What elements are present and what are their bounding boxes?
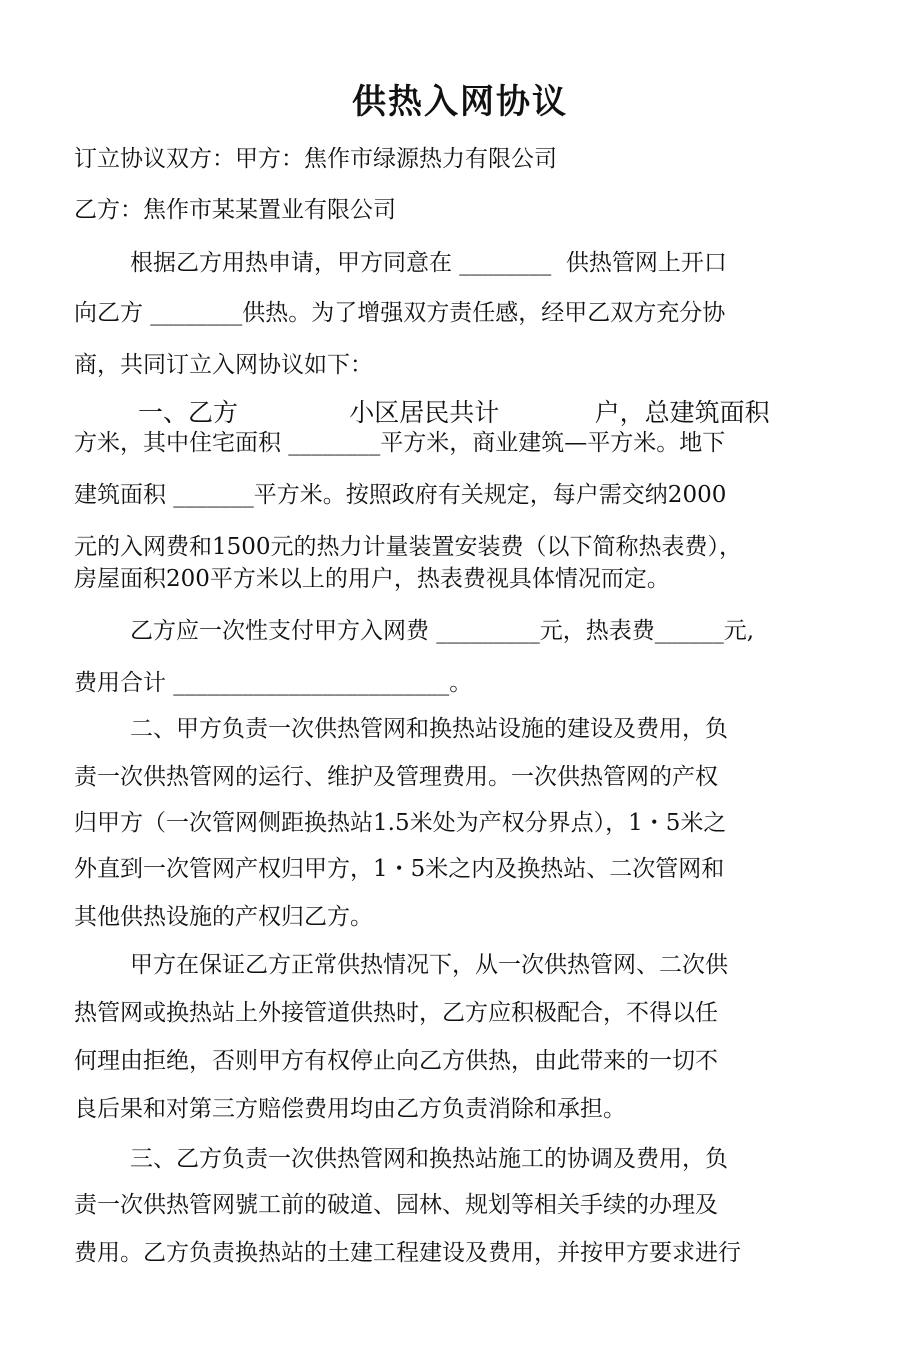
party-b-line: 乙方：焦作市某某置业有限公司	[74, 197, 396, 223]
paragraph-line: 根据乙方用热申请，甲方同意在 ________ 供热管网上开口	[130, 250, 727, 276]
paragraph-line: 责一次供热管网的运行、维护及管理费用。一次供热管网的产权	[74, 764, 718, 790]
payment-line: 乙方应一次性支付甲方入网费 _________元，热表费______元,	[130, 618, 755, 644]
paragraph-line: 甲方在保证乙方正常供热情况下，从一次供热管网、二次供	[130, 952, 728, 978]
paragraph-line: 元的入网费和1500元的热力计量装置安装费（以下简称热表费），	[74, 534, 743, 560]
paragraph-line: 外直到一次管网产权归甲方，1・5米之内及换热站、二次管网和	[74, 856, 725, 882]
paragraph-line: 良后果和对第三方赔偿费用均由乙方负责消除和承担。	[74, 1096, 626, 1122]
paragraph-line: 费用。乙方负责换热站的土建工程建设及费用，并按甲方要求进行	[74, 1240, 741, 1266]
clause-three-line: 三、乙方负责一次供热管网和换热站施工的协调及费用，负	[130, 1146, 728, 1172]
parties-line: 订立协议双方：甲方：焦作市绿源热力有限公司	[74, 146, 557, 172]
paragraph-line: 方米，其中住宅面积 ________平方米，商业建筑—平方米。地下	[74, 430, 726, 456]
document-title: 供热入网协议	[352, 82, 568, 122]
paragraph-line: 热管网或换热站上外接管道供热时，乙方应积极配合，不得以任	[74, 1000, 718, 1026]
paragraph-line: 责一次供热管网號工前的破道、园林、规划等相关手续的办理及	[74, 1192, 718, 1218]
paragraph-line: 房屋面积200平方米以上的用户，热表费视具体情况而定。	[74, 566, 670, 592]
paragraph-line: 向乙方 ________供热。为了增强双方责任感，经甲乙双方充分协	[74, 300, 726, 326]
paragraph-line: 商，共同订立入网协议如下：	[74, 352, 373, 378]
clause-two-line: 二、甲方负责一次供热管网和换热站设施的建设及费用，负	[130, 716, 728, 742]
clause-one-heading: 一、乙方 小区居民共计 户，总建筑面积	[138, 398, 770, 427]
paragraph-line: 建筑面积 _______平方米。按照政府有关规定，每户需交纳2000	[74, 482, 727, 508]
paragraph-line: 其他供热设施的产权归乙方。	[74, 904, 373, 930]
payment-total-line: 费用合计 ________________________。	[74, 670, 473, 696]
paragraph-line: 何理由拒绝，否则甲方有权停止向乙方供热，由此带来的一切不	[74, 1048, 718, 1074]
paragraph-line: 归甲方（一次管网侧距换热站1.5米处为产权分界点），1・5米之	[74, 810, 727, 836]
